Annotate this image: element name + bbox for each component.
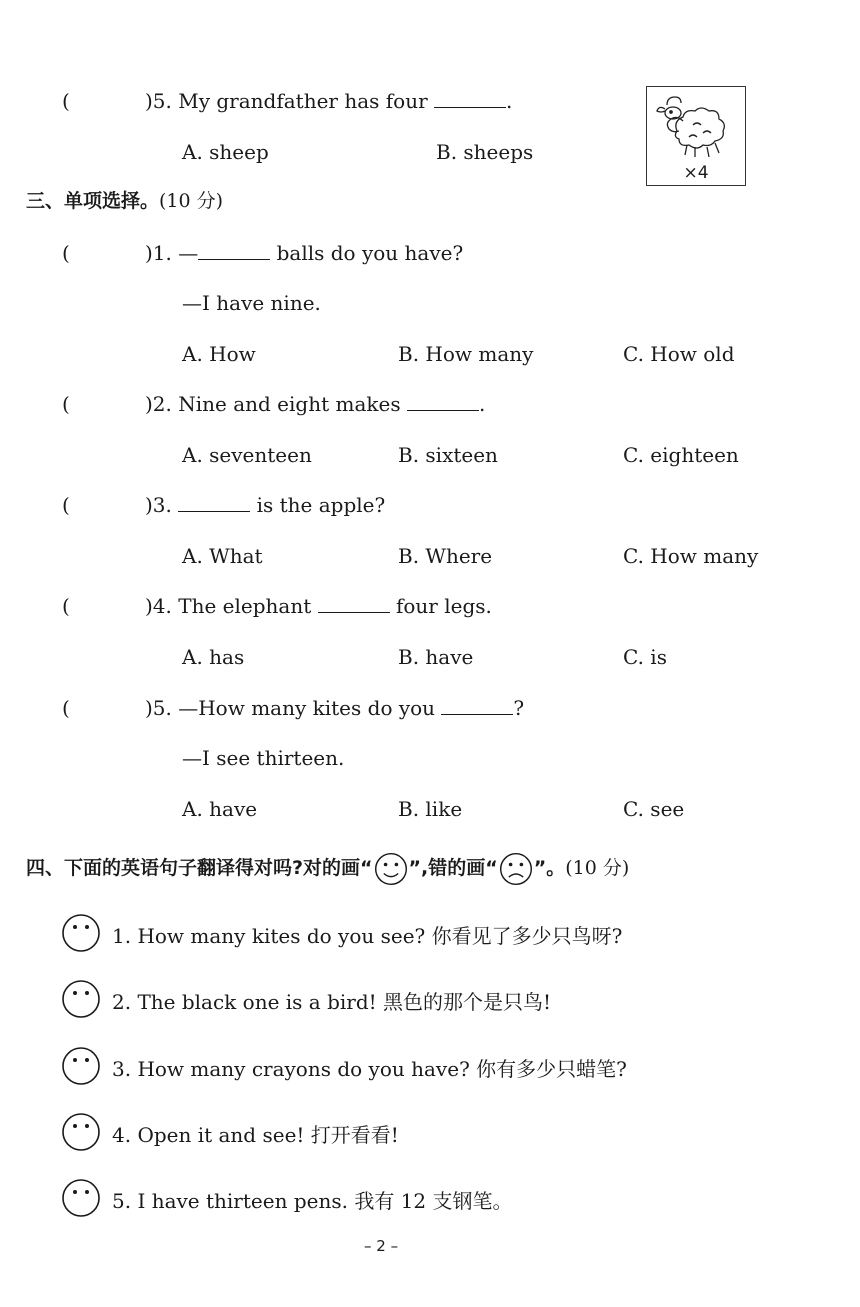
picture-caption: ×4 (683, 163, 709, 183)
q5-option-c: C. see (623, 797, 685, 821)
question-1-answer: —I have nine. (182, 291, 321, 315)
question-1: )1. — balls do you have? (145, 241, 464, 265)
answer-blank[interactable] (198, 241, 270, 260)
blank-face-answer[interactable] (61, 1046, 101, 1086)
q3-option-c: C. How many (623, 544, 759, 568)
answer-blank[interactable] (178, 493, 250, 512)
q3-option-b: B. Where (398, 544, 493, 568)
q1-option-b: B. How many (398, 342, 534, 366)
section-4-heading: 四、下面的英语句子翻译得对吗?对的画“ ”,错的画“ ”。(10 分) (26, 850, 629, 887)
question-5: )5. —How many kites do you ? (145, 696, 525, 720)
q5-option-b: B. like (398, 797, 463, 821)
q4-option-a: A. has (182, 645, 245, 669)
q4-option-b: B. have (398, 645, 474, 669)
answer-paren: ( (62, 594, 70, 618)
q4-option-c: C. is (623, 645, 667, 669)
translation-item-1: 1. How many kites do you see? 你看见了多少只鸟呀? (112, 924, 623, 948)
page-number: – 2 – (364, 1237, 399, 1255)
answer-blank[interactable] (318, 594, 390, 613)
blank-face-answer[interactable] (61, 913, 101, 953)
blank-face-answer[interactable] (61, 1112, 101, 1152)
translation-item-3: 3. How many crayons do you have? 你有多少只蜡笔? (112, 1057, 627, 1081)
translation-item-5: 5. I have thirteen pens. 我有 12 支钢笔。 (112, 1189, 513, 1213)
section-3-heading: 三、单项选择。(10 分) (26, 190, 224, 212)
q2-option-b: B. sixteen (398, 443, 498, 467)
q1-option-a: A. How (182, 342, 256, 366)
answer-paren: ( (62, 241, 70, 265)
sheep-picture (646, 86, 746, 186)
q1-option-c: C. How old (623, 342, 735, 366)
translation-item-2: 2. The black one is a bird! 黑色的那个是只鸟! (112, 990, 552, 1014)
answer-paren: ( (62, 493, 70, 517)
sad-face-icon (498, 851, 534, 887)
q3-option-a: A. What (182, 544, 263, 568)
q5-option-a: A. have (182, 797, 258, 821)
answer-blank[interactable] (407, 392, 479, 411)
answer-paren: ( (62, 89, 70, 113)
option-a: A. sheep (182, 140, 269, 164)
blank-face-answer[interactable] (61, 979, 101, 1019)
q2-option-a: A. seventeen (182, 443, 312, 467)
answer-paren: ( (62, 392, 70, 416)
translation-item-4: 4. Open it and see! 打开看看! (112, 1123, 399, 1147)
question-2: )2. Nine and eight makes . (145, 392, 486, 416)
sheep-icon (647, 89, 745, 161)
smiley-face-icon (373, 851, 409, 887)
answer-paren: ( (62, 696, 70, 720)
question-4: )4. The elephant four legs. (145, 594, 492, 618)
q2-option-c: C. eighteen (623, 443, 739, 467)
answer-blank[interactable] (441, 696, 513, 715)
question-3: )3. is the apple? (145, 493, 386, 517)
question-text: )5. My grandfather has four . (145, 89, 513, 113)
question-5-answer: —I see thirteen. (182, 746, 345, 770)
option-b: B. sheeps (436, 140, 534, 164)
answer-blank[interactable] (434, 89, 506, 108)
blank-face-answer[interactable] (61, 1178, 101, 1218)
